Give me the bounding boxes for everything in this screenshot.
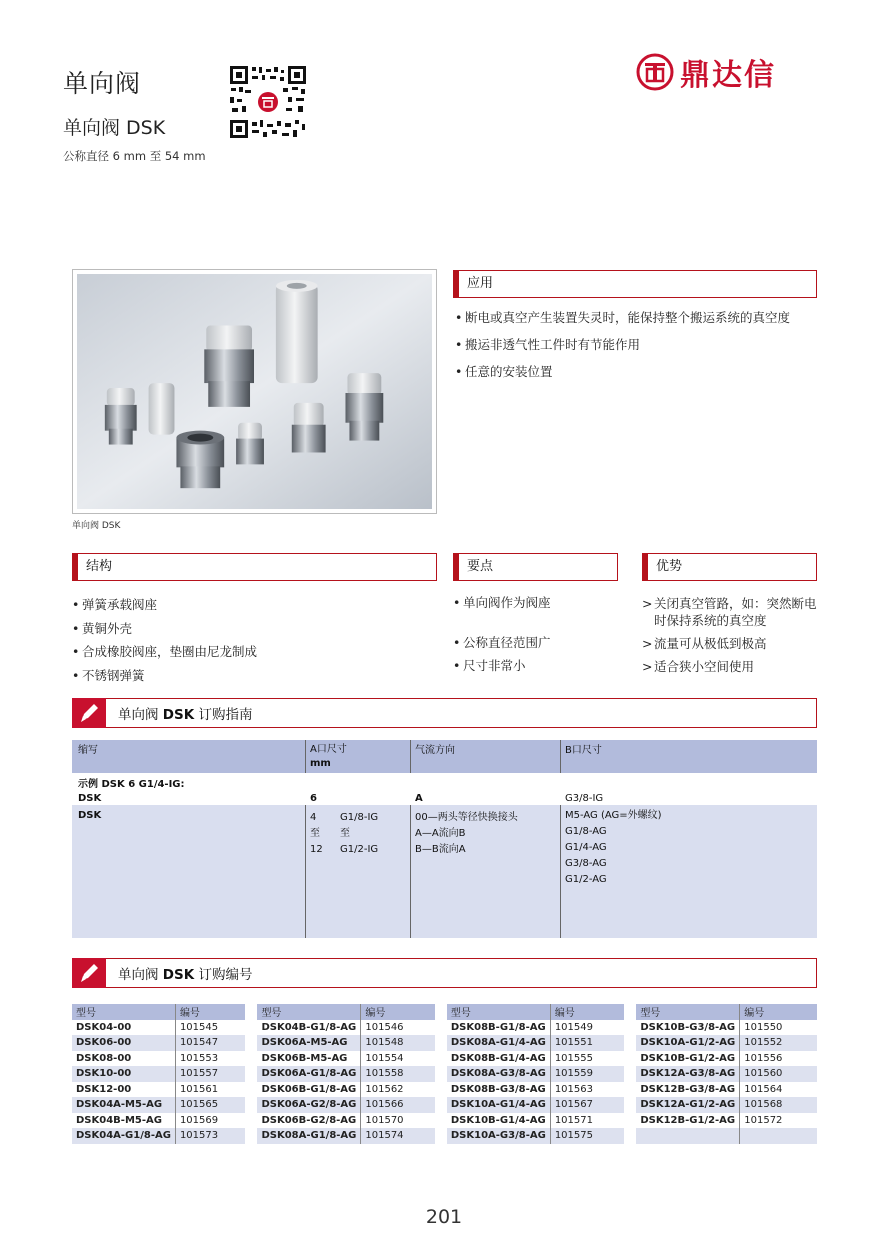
table-row xyxy=(72,1128,817,1144)
pencil-icon xyxy=(72,698,106,728)
a-thread: G1/8-IG xyxy=(340,812,379,823)
list-item: • 单向阀作为阀座 xyxy=(453,593,618,613)
row-a-sizes xyxy=(310,810,323,858)
model-cell: DSK12B-G1/2-AG xyxy=(636,1113,739,1129)
model-cell: DSK12B-G3/8-AG xyxy=(636,1082,739,1098)
order-codes-heading-bold: DSK xyxy=(162,967,195,983)
table-row xyxy=(72,1097,817,1113)
nominal-range: 公称直径 6 mm 至 54 mm xyxy=(63,149,206,163)
code-cell: 101551 xyxy=(550,1035,624,1051)
col-model: 型号 xyxy=(257,1004,360,1020)
header-b-port: B口尺寸 xyxy=(565,745,602,756)
header-flow: 气流方向 xyxy=(415,745,455,756)
code-cell: 101556 xyxy=(740,1051,817,1067)
model-cell: DSK04B-G1/8-AG xyxy=(257,1020,360,1036)
order-guide-heading-pre: 单向阀 xyxy=(118,707,163,723)
model-cell: DSK04-00 xyxy=(72,1020,175,1036)
brand-mark-icon xyxy=(636,53,674,91)
model-cell: DSK06A-M5-AG xyxy=(257,1035,360,1051)
code-cell: 101555 xyxy=(550,1051,624,1067)
table-row xyxy=(72,1066,817,1082)
code-cell: 101558 xyxy=(361,1066,435,1082)
code-cell: 101548 xyxy=(361,1035,435,1051)
model-cell: DSK12-00 xyxy=(72,1082,175,1098)
code-cell: 101552 xyxy=(740,1035,817,1051)
header-a-unit: mm xyxy=(310,758,331,769)
model-cell: DSK06A-G2/8-AG xyxy=(257,1097,360,1113)
code-cell: 101568 xyxy=(740,1097,817,1113)
code-cell: 101547 xyxy=(175,1035,245,1051)
model-cell: DSK06B-G1/8-AG xyxy=(257,1082,360,1098)
code-cell: 101565 xyxy=(175,1097,245,1113)
code-cell: 101550 xyxy=(740,1020,817,1036)
a-size: 12 xyxy=(310,844,323,855)
model-cell: DSK08A-G1/8-AG xyxy=(257,1128,360,1144)
model-cell: DSK06B-G2/8-AG xyxy=(257,1113,360,1129)
flow-option: 00—两头等径快换接头 xyxy=(415,812,518,823)
model-cell: DSK12A-G3/8-AG xyxy=(636,1066,739,1082)
list-item: • 公称直径范围广 xyxy=(453,633,618,653)
list-item: • 合成橡胶阀座，垫圈由尼龙制成 xyxy=(72,640,437,664)
page-subtitle: 单向阀 DSK xyxy=(63,117,166,139)
model-cell: DSK10B-G1/2-AG xyxy=(636,1051,739,1067)
example-label: 示例 DSK 6 G1/4-IG: xyxy=(78,779,185,790)
col-code: 编号 xyxy=(361,1004,435,1020)
model-cell xyxy=(636,1128,739,1144)
model-cell: DSK08B-G1/8-AG xyxy=(447,1020,550,1036)
code-cell: 101562 xyxy=(361,1082,435,1098)
list-item: > 适合狭小空间使用 xyxy=(642,658,818,675)
code-cell: 101570 xyxy=(361,1113,435,1129)
model-cell: DSK08A-G3/8-AG xyxy=(447,1066,550,1082)
list-item: • 搬运非透气性工件时有节能作用 xyxy=(455,336,815,353)
structure-heading: 结构 xyxy=(72,553,437,581)
model-cell: DSK12A-G1/2-AG xyxy=(636,1097,739,1113)
order-codes-heading xyxy=(72,958,817,988)
code-cell: 101554 xyxy=(361,1051,435,1067)
list-item: • 弹簧承载阀座 xyxy=(72,593,437,617)
b-option: M5-AG (AG=外螺纹) xyxy=(565,810,662,821)
qr-code-icon xyxy=(228,64,308,140)
header-a-port: A口尺寸 xyxy=(310,744,347,755)
order-guide-heading-post: 订购指南 xyxy=(194,707,253,723)
code-cell: 101545 xyxy=(175,1020,245,1036)
col-model: 型号 xyxy=(447,1004,550,1020)
col-code: 编号 xyxy=(740,1004,817,1020)
model-cell: DSK10B-G3/8-AG xyxy=(636,1020,739,1036)
table-header-row xyxy=(72,1004,817,1020)
code-cell: 101573 xyxy=(175,1128,245,1144)
a-size: 4 xyxy=(310,812,317,823)
check-valves-image xyxy=(77,274,432,509)
list-item: • 断电或真空产生装置失灵时，能保持整个搬运系统的真空度 xyxy=(455,309,815,326)
model-cell: DSK04B-M5-AG xyxy=(72,1113,175,1129)
b-option: G1/8-AG xyxy=(565,826,607,837)
code-cell: 101567 xyxy=(550,1097,624,1113)
advantages-heading: 优势 xyxy=(642,553,817,581)
table-row xyxy=(72,1020,817,1036)
example-a: 6 xyxy=(310,793,317,804)
b-option: G1/4-AG xyxy=(565,842,607,853)
a-thread: 至 xyxy=(340,828,350,839)
column-divider xyxy=(305,740,306,938)
code-cell: 101572 xyxy=(740,1113,817,1129)
row-b xyxy=(565,808,662,888)
a-size: 至 xyxy=(310,828,320,839)
model-cell: DSK10B-G1/4-AG xyxy=(447,1113,550,1129)
row-flow xyxy=(415,810,518,858)
list-item: • 任意的安装位置 xyxy=(455,363,815,380)
code-cell: 101563 xyxy=(550,1082,624,1098)
model-cell: DSK06-00 xyxy=(72,1035,175,1051)
order-codes-heading-post: 订购编号 xyxy=(194,967,253,983)
example-b: G3/8-IG xyxy=(565,793,604,804)
model-cell: DSK10A-G1/4-AG xyxy=(447,1097,550,1113)
col-model: 型号 xyxy=(72,1004,175,1020)
code-cell: 101553 xyxy=(175,1051,245,1067)
application-list xyxy=(455,309,815,380)
qr-code[interactable] xyxy=(228,64,308,140)
example-abbr: DSK xyxy=(78,793,102,804)
page-number: 201 xyxy=(425,1206,463,1228)
code-cell: 101571 xyxy=(550,1113,624,1129)
col-model: 型号 xyxy=(636,1004,739,1020)
model-cell: DSK08B-G3/8-AG xyxy=(447,1082,550,1098)
model-cell: DSK10A-G3/8-AG xyxy=(447,1128,550,1144)
code-cell: 101574 xyxy=(361,1128,435,1144)
advantages-list xyxy=(642,595,818,675)
order-guide-heading-bold: DSK xyxy=(162,707,195,723)
column-divider xyxy=(410,740,411,938)
table-row xyxy=(72,1113,817,1129)
model-cell: DSK04A-M5-AG xyxy=(72,1097,175,1113)
pencil-icon xyxy=(72,958,106,988)
brand-name: 鼎达信 xyxy=(680,58,776,93)
application-heading: 应用 xyxy=(453,270,817,298)
product-photo xyxy=(72,269,437,514)
code-cell xyxy=(740,1128,817,1144)
code-cell: 101560 xyxy=(740,1066,817,1082)
model-cell: DSK08-00 xyxy=(72,1051,175,1067)
code-cell: 101575 xyxy=(550,1128,624,1144)
model-cell: DSK08A-G1/4-AG xyxy=(447,1035,550,1051)
code-cell: 101559 xyxy=(550,1066,624,1082)
list-item: > 流量可从极低到极高 xyxy=(642,635,818,652)
code-cell: 101566 xyxy=(361,1097,435,1113)
code-cell: 101569 xyxy=(175,1113,245,1129)
list-item: • 不锈钢弹簧 xyxy=(72,664,437,688)
b-option: G3/8-AG xyxy=(565,858,607,869)
flow-option: A—A流向B xyxy=(415,828,466,839)
keypoints-list xyxy=(453,593,618,676)
a-thread: G1/2-IG xyxy=(340,844,379,855)
col-code: 编号 xyxy=(550,1004,624,1020)
table-row xyxy=(72,1035,817,1051)
photo-caption: 单向阀 DSK xyxy=(72,521,121,531)
model-cell: DSK10-00 xyxy=(72,1066,175,1082)
model-cell: DSK10A-G1/2-AG xyxy=(636,1035,739,1051)
code-cell: 101549 xyxy=(550,1020,624,1036)
code-cell: 101546 xyxy=(361,1020,435,1036)
structure-list xyxy=(72,593,437,687)
table-row xyxy=(72,1051,817,1067)
example-flow: A xyxy=(415,793,423,804)
model-cell: DSK06B-M5-AG xyxy=(257,1051,360,1067)
brand-logo xyxy=(636,50,776,94)
b-option: G1/2-AG xyxy=(565,874,607,885)
order-codes-table xyxy=(72,1004,817,1144)
col-code: 编号 xyxy=(175,1004,245,1020)
keypoints-heading: 要点 xyxy=(453,553,618,581)
list-item: • 黄铜外壳 xyxy=(72,617,437,641)
row-a-threads xyxy=(340,810,378,858)
model-cell: DSK06A-G1/8-AG xyxy=(257,1066,360,1082)
code-cell: 101561 xyxy=(175,1082,245,1098)
row-abbr: DSK xyxy=(78,810,102,821)
list-item: > 关闭真空管路，如：突然断电时保持系统的真空度 xyxy=(642,595,818,629)
flow-option: B—B流向A xyxy=(415,844,466,855)
code-cell: 101557 xyxy=(175,1066,245,1082)
model-cell: DSK04A-G1/8-AG xyxy=(72,1128,175,1144)
page-title: 单向阀 xyxy=(63,69,142,98)
list-item: • 尺寸非常小 xyxy=(453,656,618,676)
code-cell: 101564 xyxy=(740,1082,817,1098)
order-guide-table xyxy=(72,740,817,938)
header-abbr: 缩写 xyxy=(78,745,98,756)
model-cell: DSK08B-G1/4-AG xyxy=(447,1051,550,1067)
column-divider xyxy=(560,740,561,938)
table-row xyxy=(72,1082,817,1098)
order-guide-heading xyxy=(72,698,817,728)
order-codes-heading-pre: 单向阀 xyxy=(118,967,163,983)
